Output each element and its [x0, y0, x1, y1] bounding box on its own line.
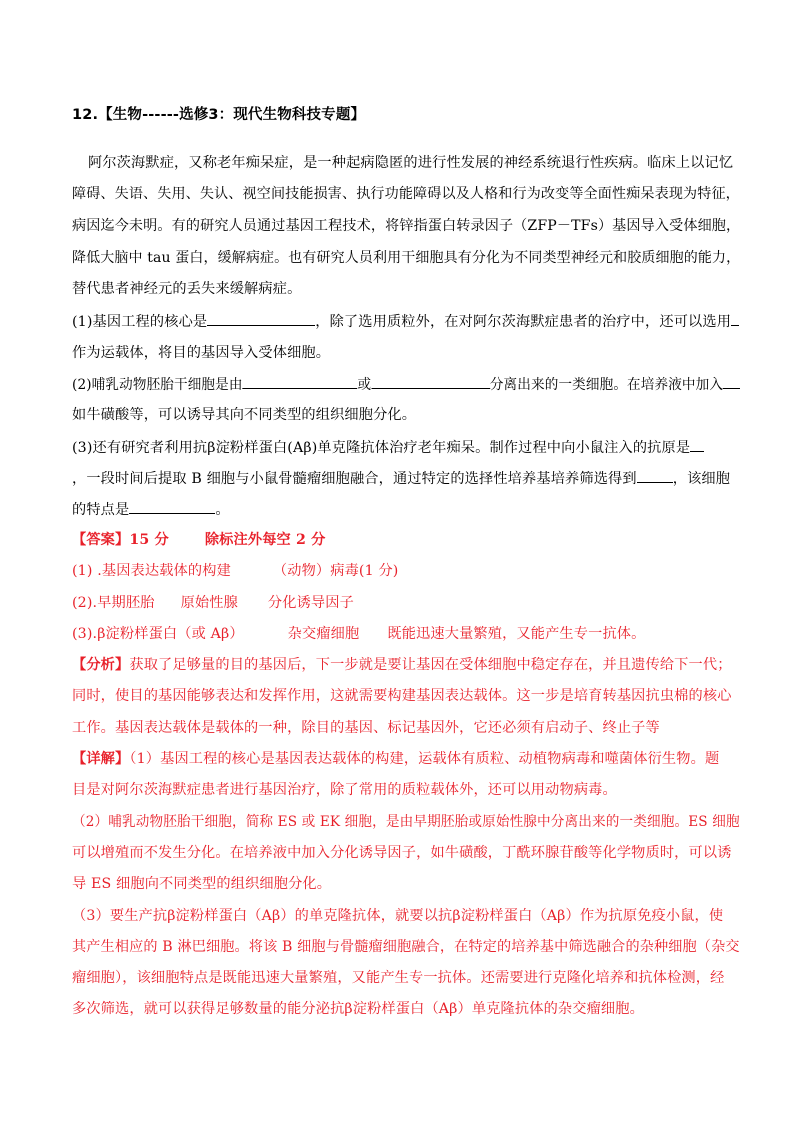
answer-2-b: 原始性腺 [180, 595, 238, 611]
intro-line-5: 替代患者神经元的丢失来缓解病症。 [72, 281, 302, 297]
detail-line-5: 导 ES 细胞向不同类型的组织细胞分化。 [72, 876, 332, 892]
answer-3-b: 杂交瘤细胞 [287, 626, 360, 642]
answer-2-a: (2).早期胚胎 [72, 595, 155, 611]
sub-question-3 [72, 437, 704, 458]
sub-question-2-cont: 如牛磺酸等，可以诱导其向不同类型的组织细胞分化。 [72, 407, 417, 423]
q3-text-c: ，该细胞 [672, 471, 731, 487]
answer-score: 15 分 [129, 532, 169, 548]
detail-line-7: 其产生相应的 B 淋巴细胞。将该 B 细胞与骨髓瘤细胞融合，在特定的培养基中筛选融合的杂种细胞（杂交 [72, 939, 740, 955]
answer-blank[interactable] [129, 499, 215, 514]
q2-text-a: (2)哺乳动物胚胎干细胞是由 [72, 377, 243, 393]
answer-blank[interactable] [637, 468, 673, 483]
analysis-line-1 [72, 655, 732, 675]
answer-blank[interactable] [723, 374, 740, 389]
q3-text-e: 。 [215, 502, 230, 518]
intro-line-2: 障碍、失语、失用、失认、视空间技能损害、执行功能障碍以及人格和行为改变等全面性痴呆表现为特征， [72, 186, 740, 202]
intro-line-3: 病因迄今未明。有的研究人员通过基因工程技术，将锌指蛋白转录因子（ZFP－TFs）基因导入受体细胞， [72, 218, 741, 234]
sub-question-3-end [72, 499, 230, 520]
detail-label: 【详解】 [72, 751, 130, 767]
answer-header [72, 530, 325, 550]
answer-2 [72, 593, 354, 613]
answer-3-a: (3).β淀粉样蛋白（或 Aβ） [72, 626, 244, 642]
analysis-line-2: 同时，使目的基因能够表达和发挥作用，这就需要构建基因表达载体。这一步是培育转基因抗虫棉的核心 [72, 688, 732, 704]
q1-text-a: (1)基因工程的核心是 [72, 314, 208, 330]
sub-question-3-cont [72, 468, 730, 489]
analysis-label: 【分析】 [72, 657, 130, 673]
sub-question-1-cont: 作为运载体，将目的基因导入受体细胞。 [72, 345, 331, 361]
detail-line-6: （3）要生产抗β淀粉样蛋白（Aβ）的单克隆抗体，就要以抗β淀粉样蛋白（Aβ）作为抗原免疫小鼠，使 [72, 908, 724, 924]
intro-line-4: 降低大脑中 tau 蛋白，缓解病症。也有研究人员利用干细胞具有分化为不同类型神经元和胶质细胞的能力， [72, 250, 741, 266]
analysis-line-3: 工作。基因表达载体是载体的一种，除目的基因、标记基因外，它还必须有启动子、终止子等 [72, 720, 660, 736]
answer-3 [72, 624, 645, 644]
detail-line-8: 瘤细胞），该细胞特点是既能迅速大量繁殖，又能产生专一抗体。还需要进行克隆化培养和抗体检测，经 [72, 970, 725, 986]
q1-text-b: ，除了选用质粒外，在对阿尔茨海默症患者的治疗中，还可以选用 [315, 314, 732, 330]
answer-blank[interactable] [371, 374, 490, 389]
q3-text-d: 的特点是 [72, 502, 130, 518]
answer-1-b: （动物）病毒(1 分) [272, 563, 399, 579]
answer-blank[interactable] [731, 311, 739, 326]
detail-line-1 [72, 749, 719, 769]
answer-label: 【答案】 [72, 532, 130, 548]
detail-line-2: 目是对阿尔茨海默症患者进行基因治疗，除了常用的质粒载体外，还可以用动物病毒。 [72, 782, 617, 798]
analysis-text-1: 获取了足够量的目的基因后，下一步就是要让基因在受体细胞中稳定存在，并且遗传给下一代； [129, 657, 732, 673]
answer-1-a: (1) .基因表达载体的构建 [72, 563, 231, 579]
detail-text-1: （1）基因工程的核心是基因表达载体的构建，运载体有质粒、动植物病毒和噬菌体衍生物。题 [129, 751, 720, 767]
detail-line-4: 可以增殖而不发生分化。在培养液中加入分化诱导因子，如牛磺酸，丁酰环腺苷酸等化学物质时，可以诱 [72, 845, 732, 861]
answer-2-c: 分化诱导因子 [267, 595, 354, 611]
detail-line-9: 多次筛选，就可以获得足够数量的能分泌抗β淀粉样蛋白（Aβ）单克隆抗体的杂交瘤细胞。 [72, 1001, 644, 1017]
answer-blank[interactable] [690, 437, 704, 452]
q2-text-c: 分离出来的一类细胞。在培养液中加入 [489, 377, 724, 393]
intro-line-1: 阿尔茨海默症，又称老年痴呆症，是一种起病隐匿的进行性发展的神经系统退行性疾病。临床上以记忆 [88, 155, 734, 171]
answer-1 [72, 561, 398, 581]
q2-text-b: 或 [357, 377, 372, 393]
answer-3-c: 既能迅速大量繁殖，又能产生专一抗体。 [387, 626, 646, 642]
answer-blank[interactable] [207, 311, 315, 326]
q3-text-b: ，一段时间后提取 B 细胞与小鼠骨髓瘤细胞融合，通过特定的选择性培养基培养筛选得到 [72, 471, 637, 487]
sub-question-1 [72, 311, 739, 332]
answer-note: 除标注外每空 2 分 [204, 532, 326, 548]
q3-text-a: (3)还有研究者利用抗β淀粉样蛋白(Aβ)单克隆抗体治疗老年痴呆。制作过程中向小鼠注入的抗原是 [72, 440, 691, 456]
detail-line-3: （2）哺乳动物胚胎干细胞，简称 ES 或 EK 细胞，是由早期胚胎或原始性腺中分离出来的一类细胞。ES 细胞 [72, 814, 740, 830]
sub-question-2 [72, 374, 740, 395]
answer-blank[interactable] [243, 374, 358, 389]
question-title: 12.【生物------选修3：现代生物科技专题】 [72, 107, 366, 123]
